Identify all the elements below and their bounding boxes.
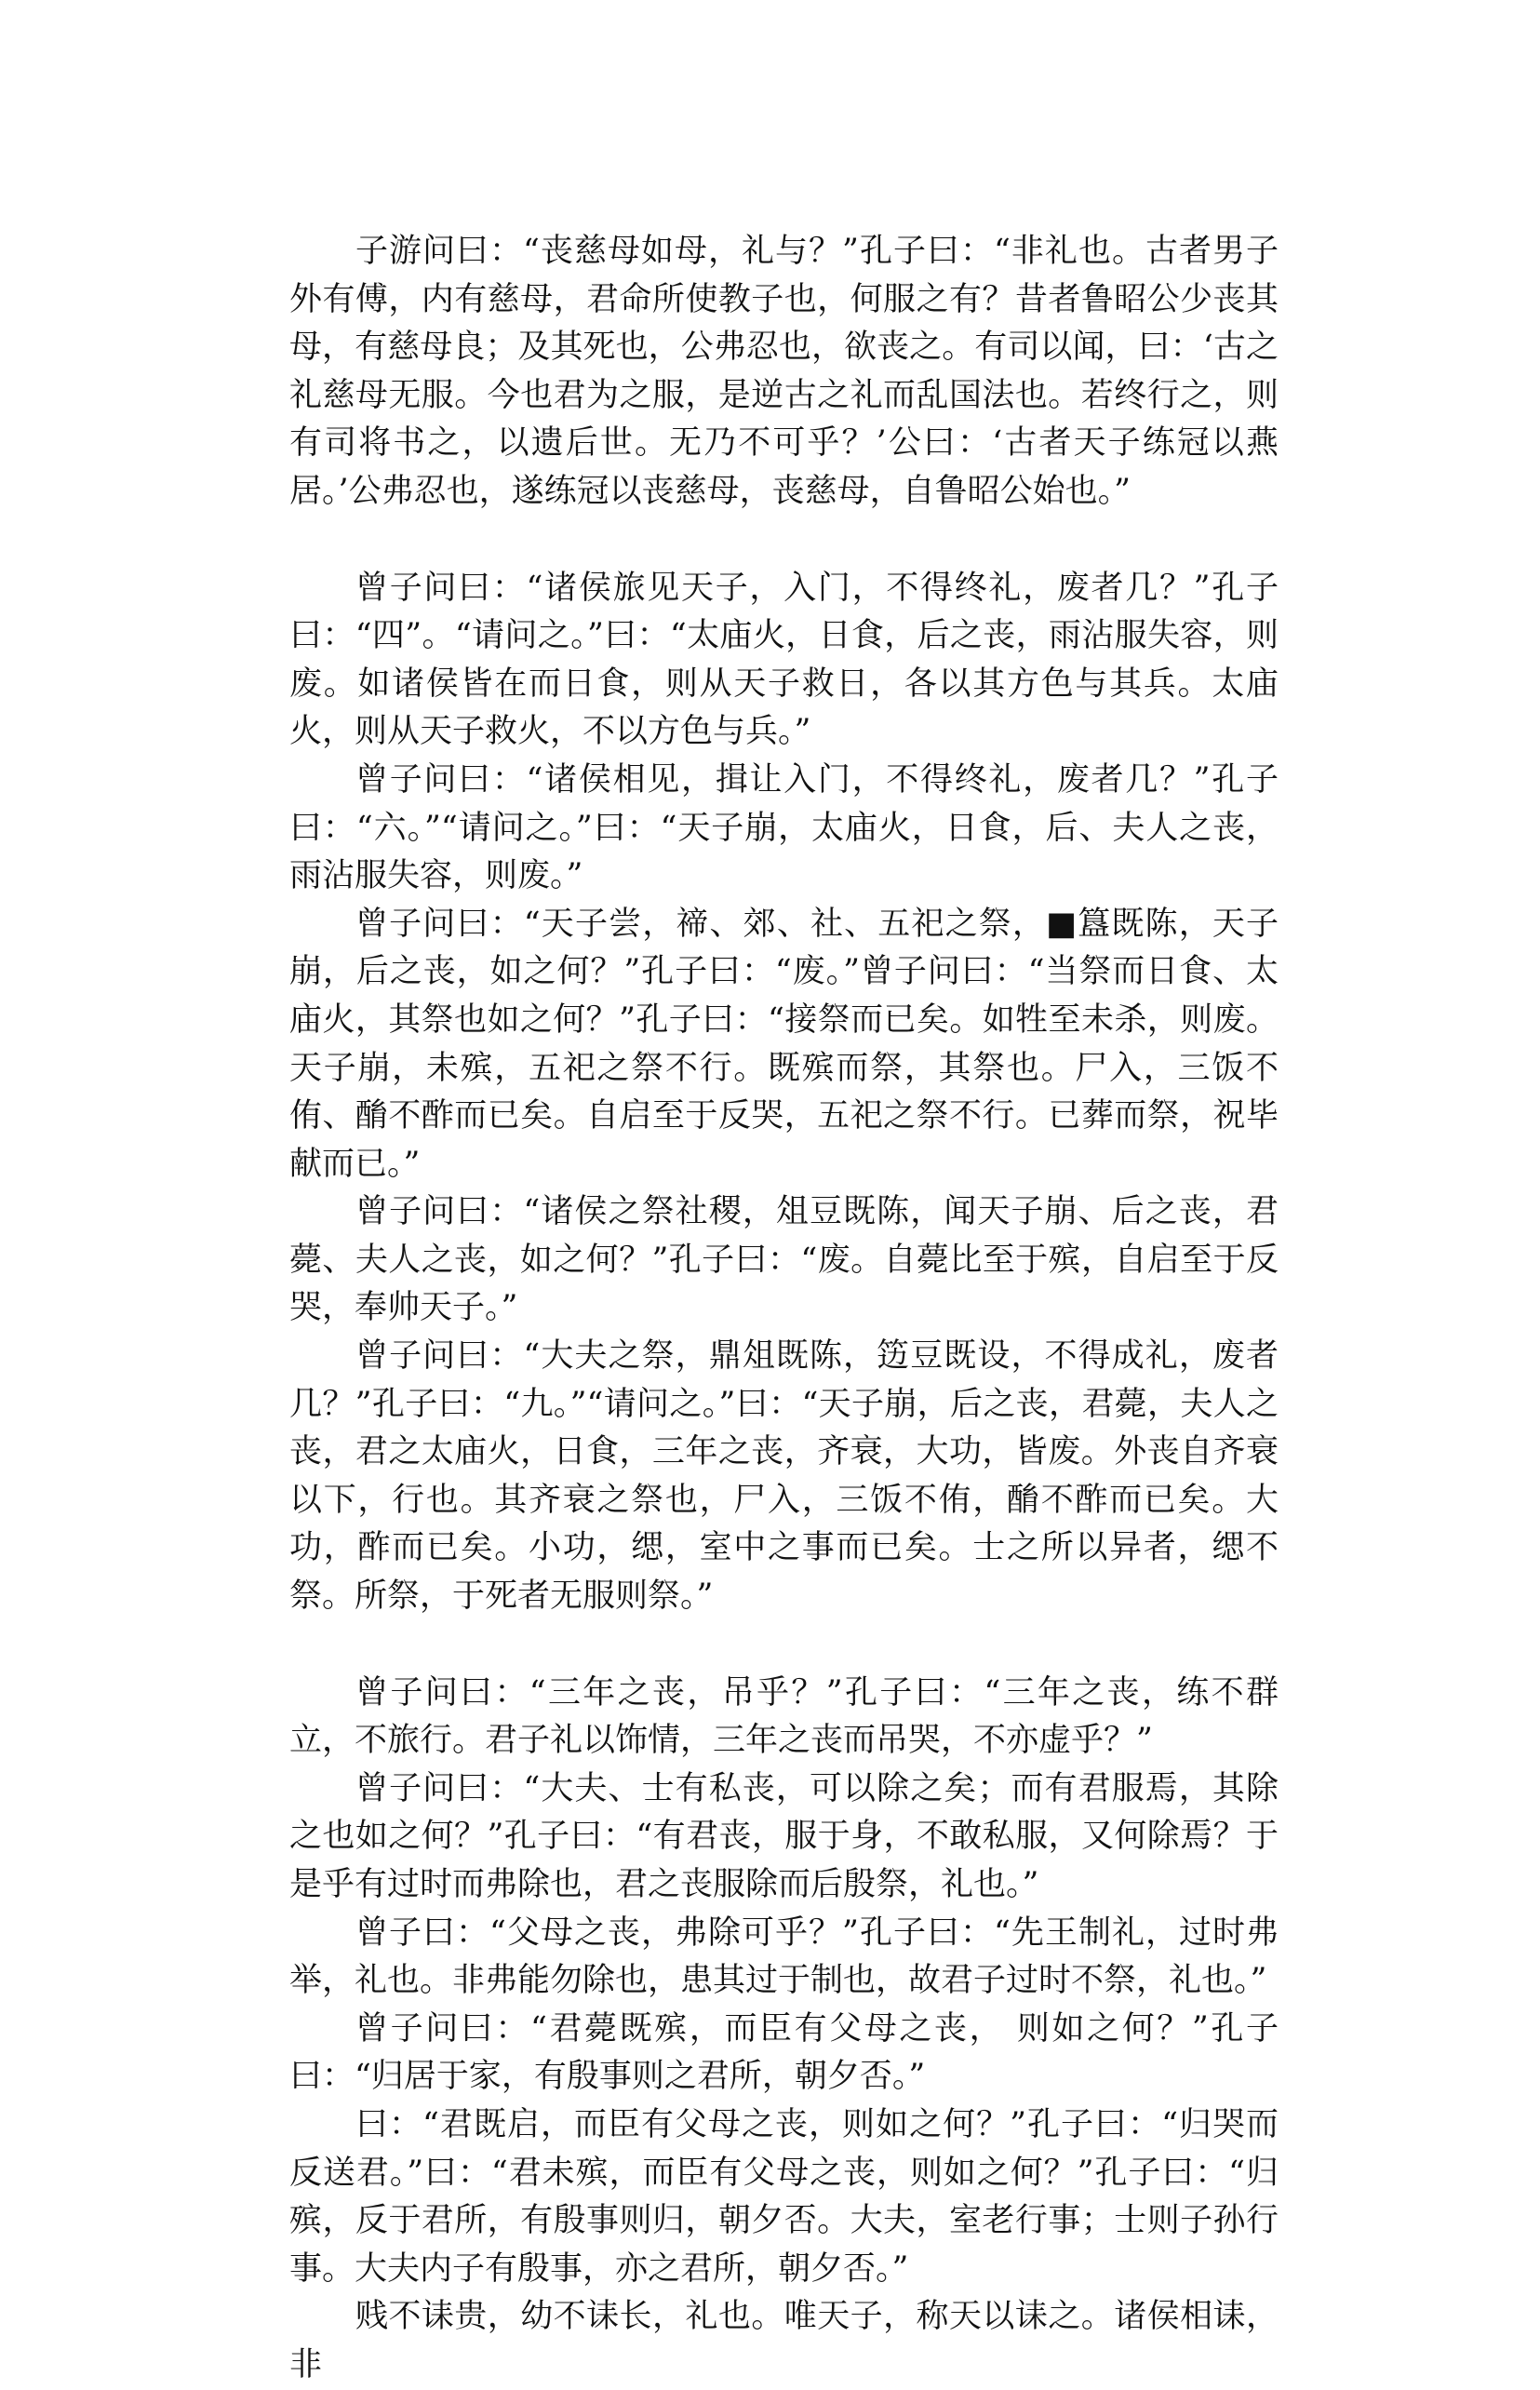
paragraph-12: 贱不诔贵，幼不诔长，礼也。唯天子，称天以诔之。诸侯相诔，非 [289,2298,1279,2383]
paragraph-6: 曾子问曰：“大夫之祭，鼎俎既陈，笾豆既设，不得成礼，废者几？”孔子曰：“九。”“请问之。”曰：“天子崩，后之丧，君薨，夫人之丧，君之太庙火，日食，三年之丧，齐衰，大功，皆废。外丧自齐衰以下，行也。其齐衰之祭也，尸入，三饭不侑，酳不酢而已矣。大功，酢而已矣。小功，缌，室中之事而已矣。士之所以异者，缌不祭。所祭，于死者无服则祭。” [289,1337,1279,1616]
paragraph-9: 曾子曰：“父母之丧，弗除可乎？”孔子曰：“先王制礼，过时弗举，礼也。非弗能勿除也，患其过于制也，故君子过时不祭，礼也。” [289,1913,1279,2000]
paragraph-1: 子游问曰：“丧慈母如母，礼与？”孔子曰：“非礼也。古者男子外有傅，内有慈母，君命所使教子也，何服之有？昔者鲁昭公少丧其母，有慈母良；及其死也，公弗忍也，欲丧之。有司以闻，曰：‘古之礼慈母无服。今也君为之服，是逆古之礼而乱国法也。若终行之，则有司将书之，以遗后世。无乃不可乎？’公曰：‘古者天子练冠以燕居。’公弗忍也，遂练冠以丧慈母，丧慈母，自鲁昭公始也。” [289,233,1279,510]
paragraph-4: 曾子问曰：“天子尝，禘、郊、社、五祀之祭，■簋既陈，天子崩，后之丧，如之何？”孔子曰：“废。”曾子问曰：“当祭而日食、太庙火，其祭也如之何？”孔子曰：“接祭而已矣。如牲至未杀，则废。天子崩，未殡，五祀之祭不行。既殡而祭，其祭也。尸入，三饭不侑、酳不酢而已矣。自启至于反哭，五祀之祭不行。已葬而祭，祝毕献而已。” [289,905,1279,1183]
paragraph-8: 曾子问曰：“大夫、士有私丧，可以除之矣；而有君服焉，其除之也如之何？”孔子曰：“有君丧，服于身，不敢私服，又何除焉？于是乎有过时而弗除也，君之丧服除而后殷祭，礼也。” [289,1769,1279,1903]
paragraph-2: 曾子问曰：“诸侯旅见天子，入门，不得终礼，废者几？”孔子曰：“四”。“请问之。”曰：“太庙火，日食，后之丧，雨沾服失容，则废。如诸侯皆在而日食，则从天子救日，各以其方色与其兵。太庙火，则从天子救火，不以方色与兵。” [289,569,1279,751]
paragraph-11: 曰：“君既启，而臣有父母之丧，则如之何？”孔子曰：“归哭而反送君。”曰：“君未殡，而臣有父母之丧，则如之何？”孔子曰：“归殡，反于君所，有殷事则归，朝夕否。大夫，室老行事；士则子孙行事。大夫内子有殷事，亦之君所，朝夕否。” [289,2105,1279,2288]
paragraph-10: 曾子问曰：“君薨既殡，而臣有父母之丧， 则如之何？”孔子曰：“归居于家，有殷事则之君所，朝夕否。” [289,2009,1279,2096]
section-gap [289,1621,1279,1670]
paragraph-5: 曾子问曰：“诸侯之祭社稷，俎豆既陈，闻天子崩、后之丧，君薨、夫人之丧，如之何？”孔子曰：“废。自薨比至于殡，自启至于反哭，奉帅天子。” [289,1193,1279,1327]
paragraph-7: 曾子问曰：“三年之丧，吊乎？”孔子曰：“三年之丧，练不群立，不旅行。君子礼以饰情，三年之丧而吊哭，不亦虚乎？” [289,1673,1279,1760]
paragraph-3: 曾子问曰：“诸侯相见，揖让入门，不得终礼，废者几？”孔子曰：“六。”“请问之。”曰：“天子崩，太庙火，日食，后、夫人之丧，雨沾服失容，则废。” [289,760,1279,895]
document-body [289,228,1279,2390]
section-gap [289,517,1279,565]
